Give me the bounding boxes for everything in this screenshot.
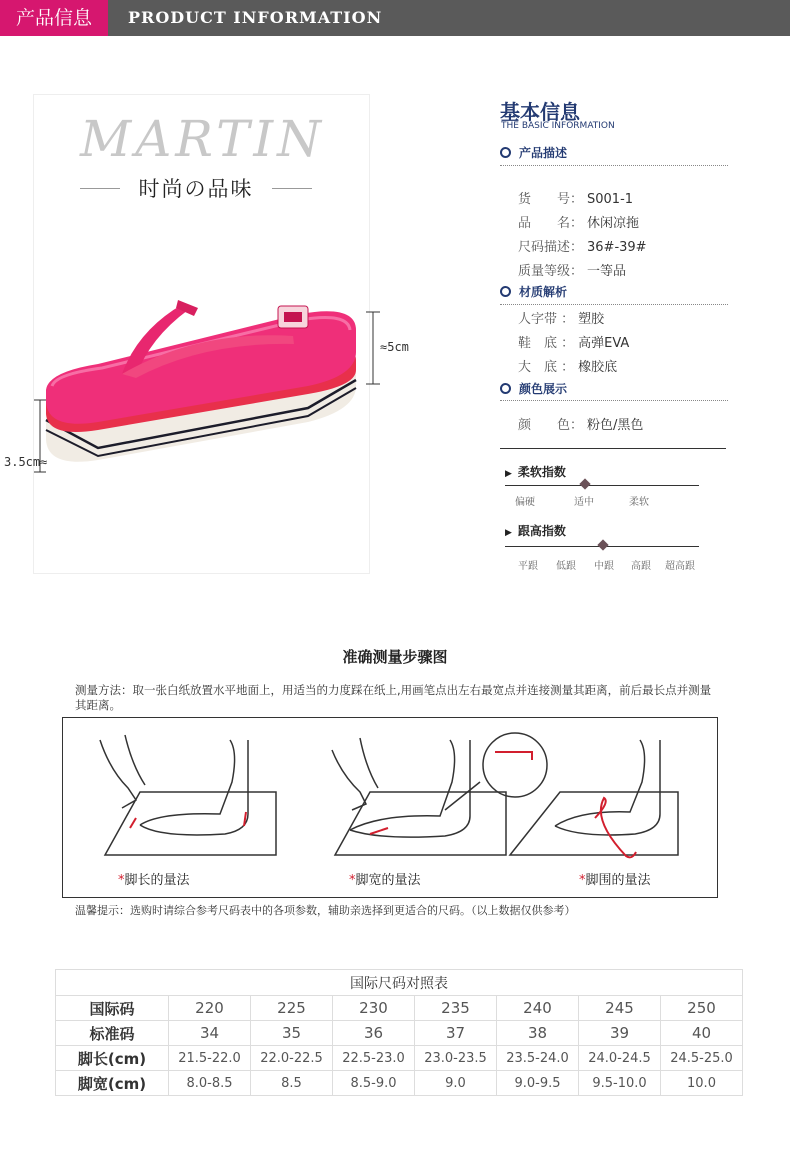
table-caption: 国际尺码对照表 [56, 970, 743, 996]
height-dimension-marker [362, 308, 382, 388]
basic-info-subtitle: THE BASIC INFORMATION [501, 121, 615, 131]
header-title-cn: 产品信息 [0, 0, 108, 36]
heel-tick: 中跟 [594, 561, 614, 572]
info-row: 鞋 底 ： 高弹EVA [518, 336, 630, 351]
size-table [55, 969, 743, 1096]
section-title-description: 产品描述 [500, 144, 567, 161]
table-row: 脚宽(cm) 8.0-8.5 8.5 8.5-9.0 9.0 9.0-9.5 9.5-10.0 10.0 [56, 1071, 743, 1096]
divider [500, 448, 726, 449]
table-row: 标准码 34 35 36 37 38 39 40 [56, 1021, 743, 1046]
caption-foot-girth: *脚围的量法 [579, 873, 651, 888]
caption-foot-width: *脚宽的量法 [349, 873, 421, 888]
softness-tick: 柔软 [629, 497, 649, 508]
measure-description: 测量方法：取一张白纸放置水平地面上，用适当的力度踩在纸上,用画笔点出左右最宽点并连接测量其距离，前后最长点并测量其距离。 [75, 683, 712, 712]
heel-tick: 超高跟 [665, 561, 695, 572]
softness-marker [579, 478, 590, 489]
heel-tick: 低跟 [556, 561, 576, 572]
flip-flop-image [38, 290, 368, 480]
info-row: 质量等级： 一等品 [518, 264, 627, 279]
section-title-color: 颜色展示 [500, 380, 567, 397]
header-bar [0, 0, 790, 36]
triangle-right-icon: ▶ [505, 528, 512, 538]
caption-foot-length: *脚长的量法 [118, 873, 190, 888]
table-caption-row [56, 970, 743, 996]
softness-tick: 偏硬 [515, 497, 535, 508]
heel-label: 3.5cm≈ [4, 455, 48, 469]
ring-icon [500, 147, 511, 158]
heel-index-title: ▶ 跟高指数 [505, 524, 566, 538]
brand-watermark: MARTIN [80, 110, 325, 168]
heel-marker [597, 539, 608, 550]
header-title-en: PRODUCT INFORMATION [128, 8, 383, 27]
info-row: 颜 色： 粉色/黑色 [518, 418, 644, 433]
table-row: 脚长(cm) 21.5-22.0 22.0-22.5 22.5-23.0 23.0-23.5 23.5-24.0 24.0-24.5 24.5-25.0 [56, 1046, 743, 1071]
slogan: 时尚の品味 [138, 177, 254, 201]
height-label: ≈5cm [380, 340, 409, 354]
info-row: 尺码描述： 36#-39# [518, 240, 647, 255]
measure-tip: 温馨提示：选购时请综合参考尺码表中的各项参数，辅助亲选择到更适合的尺码。（以上数据仅供参考） [75, 904, 576, 917]
measure-title: 准确测量步骤图 [342, 648, 448, 666]
info-row: 人字带 ： 塑胶 [518, 312, 605, 327]
section-title-material: 材质解析 [500, 283, 567, 300]
softness-scale [505, 485, 699, 486]
foot-measure-illustrations [70, 730, 710, 865]
divider [500, 304, 728, 305]
softness-tick: 适中 [574, 497, 594, 508]
info-row: 大 底 ： 橡胶底 [518, 360, 618, 375]
info-row: 货 号： S001-1 [518, 192, 634, 207]
table-row: 国际码 220 225 230 235 240 245 250 [56, 996, 743, 1021]
softness-index-title: ▶ 柔软指数 [505, 465, 566, 479]
heel-tick: 平跟 [518, 561, 538, 572]
ring-icon [500, 383, 511, 394]
triangle-right-icon: ▶ [505, 469, 512, 479]
heel-tick: 高跟 [631, 561, 651, 572]
divider [500, 165, 728, 166]
ring-icon [500, 286, 511, 297]
divider [500, 400, 728, 401]
info-row: 品 名： 休闲凉拖 [518, 216, 640, 231]
basic-info-title: 基本信息 [500, 100, 580, 124]
